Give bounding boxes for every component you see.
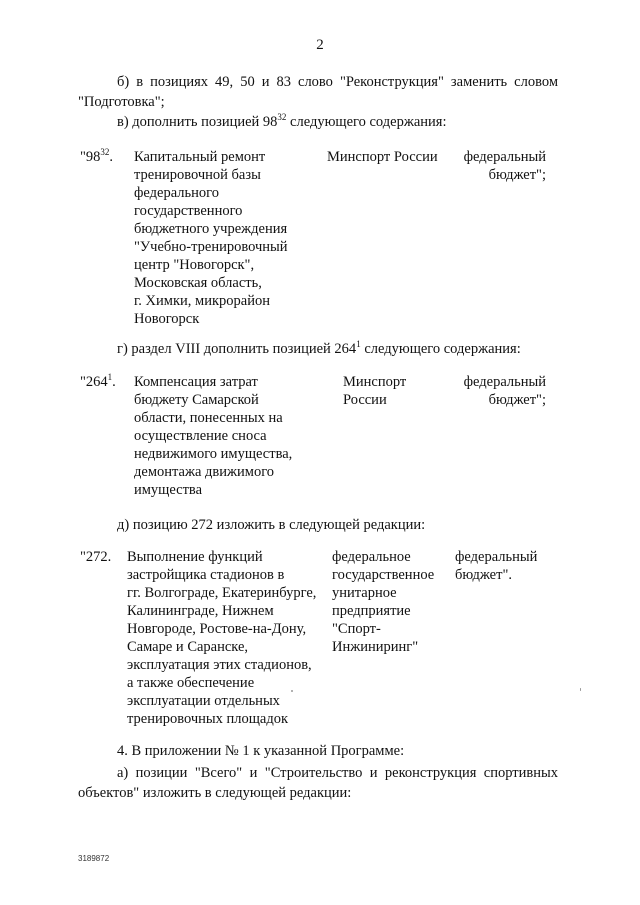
cell-line: центр "Новогорск", (134, 257, 255, 273)
document-code: 3189872 (78, 854, 110, 863)
paragraph-a-line-1: а) позиции "Всего" и "Строительство и реконструкция спортивных (117, 765, 558, 781)
cell-line: гг. Волгограде, Екатеринбурге, (127, 585, 317, 601)
paragraph-b-line-2: "Подготовка"; (78, 94, 165, 110)
cell-line: Компенсация затрат (134, 374, 258, 390)
paragraph-v-sup: 32 (277, 112, 287, 122)
cell-line: предприятие (332, 603, 411, 619)
entry-272-funding (455, 548, 537, 584)
cell-line: федеральный (463, 374, 546, 390)
cell-line: области, понесенных на (134, 410, 283, 426)
entry-272-description (127, 548, 316, 728)
cell-line: эксплуатации отдельных (127, 693, 280, 709)
cell-line: тренировочных площадок (127, 711, 289, 727)
cell-line: "Спорт- (332, 621, 381, 637)
paragraph-b-line-1: б) в позициях 49, 50 и 83 слово "Реконструкция" заменить словом (117, 74, 558, 90)
entry-98-32-funding (452, 148, 546, 184)
paragraph-g-text-end: следующего содержания: (360, 341, 521, 357)
scan-speck (580, 688, 581, 691)
cell-line: имущества (134, 482, 203, 498)
cell-line: Московская область, (134, 275, 262, 291)
entry-264-1-executor (343, 373, 406, 409)
cell-line: застройщика стадионов в (127, 567, 285, 583)
paragraph-g-sup: 1 (356, 339, 361, 349)
cell-line: эксплуатация этих стадионов, (127, 657, 312, 673)
cell-line: демонтажа движимого (134, 464, 275, 480)
cell-line: государственного (134, 203, 243, 219)
paragraph-g (117, 340, 521, 358)
cell-line: федеральный (463, 149, 546, 165)
cell-line: бюджет"; (488, 392, 546, 408)
entry-264-1-number: "$264^1$. (80, 372, 116, 390)
cell-line: федерального (134, 185, 219, 201)
entry-272-executor (332, 548, 434, 656)
cell-line: Минспорт России (327, 149, 438, 165)
entry-98-32-executor (327, 148, 438, 166)
cell-line: Выполнение функций (127, 549, 263, 565)
paragraph-g-text: г) раздел VIII дополнить позицией 264 (117, 341, 357, 357)
paragraph-4: 4. В приложении № 1 к указанной Программе: (117, 743, 405, 759)
cell-line: бюджет"; (488, 167, 546, 183)
cell-line: осуществление сноса (134, 428, 267, 444)
paragraph-d: д) позицию 272 изложить в следующей редакции: (117, 517, 426, 533)
cell-line: Инжиниринг" (332, 639, 419, 655)
cell-line: унитарное (332, 585, 397, 601)
cell-line: России (343, 392, 387, 408)
cell-line: Минспорт (343, 374, 407, 390)
paragraph-v (117, 113, 447, 131)
entry-264-1-description (134, 373, 292, 499)
paragraph-a-line-2: объектов" изложить в следующей редакции: (78, 785, 352, 801)
paragraph-v-text: в) дополнить позицией 98 (117, 114, 278, 130)
cell-line: бюджетного учреждения (134, 221, 288, 237)
cell-line: Калининграде, Нижнем (127, 603, 274, 619)
cell-line: "Учебно-тренировочный (134, 239, 288, 255)
cell-line: Капитальный ремонт (134, 149, 266, 165)
cell-line: бюджету Самарской (134, 392, 259, 408)
cell-line: г. Химки, микрорайон (134, 293, 270, 309)
entry-98-32-number: "$98^{32}$. (80, 147, 114, 165)
cell-line: тренировочной базы (134, 167, 261, 183)
cell-line: Новгороде, Ростове-на-Дону, (127, 621, 307, 637)
cell-line: недвижимого имущества, (134, 446, 293, 462)
cell-line: федеральный (455, 549, 538, 565)
entry-264-1-funding (452, 373, 546, 409)
entry-272-number: "272. (80, 549, 112, 565)
cell-line: Самаре и Саранске, (127, 639, 249, 655)
cell-line: а также обеспечение (127, 675, 255, 691)
entry-98-32-description (134, 148, 288, 328)
cell-line: Новогорск (134, 311, 200, 327)
page-number: 2 (316, 37, 324, 53)
cell-line: государственное (332, 567, 435, 583)
paragraph-v-text-end: следующего содержания: (286, 114, 447, 130)
cell-line: федеральное (332, 549, 411, 565)
cell-line: бюджет". (455, 567, 512, 583)
scan-speck (291, 690, 293, 692)
